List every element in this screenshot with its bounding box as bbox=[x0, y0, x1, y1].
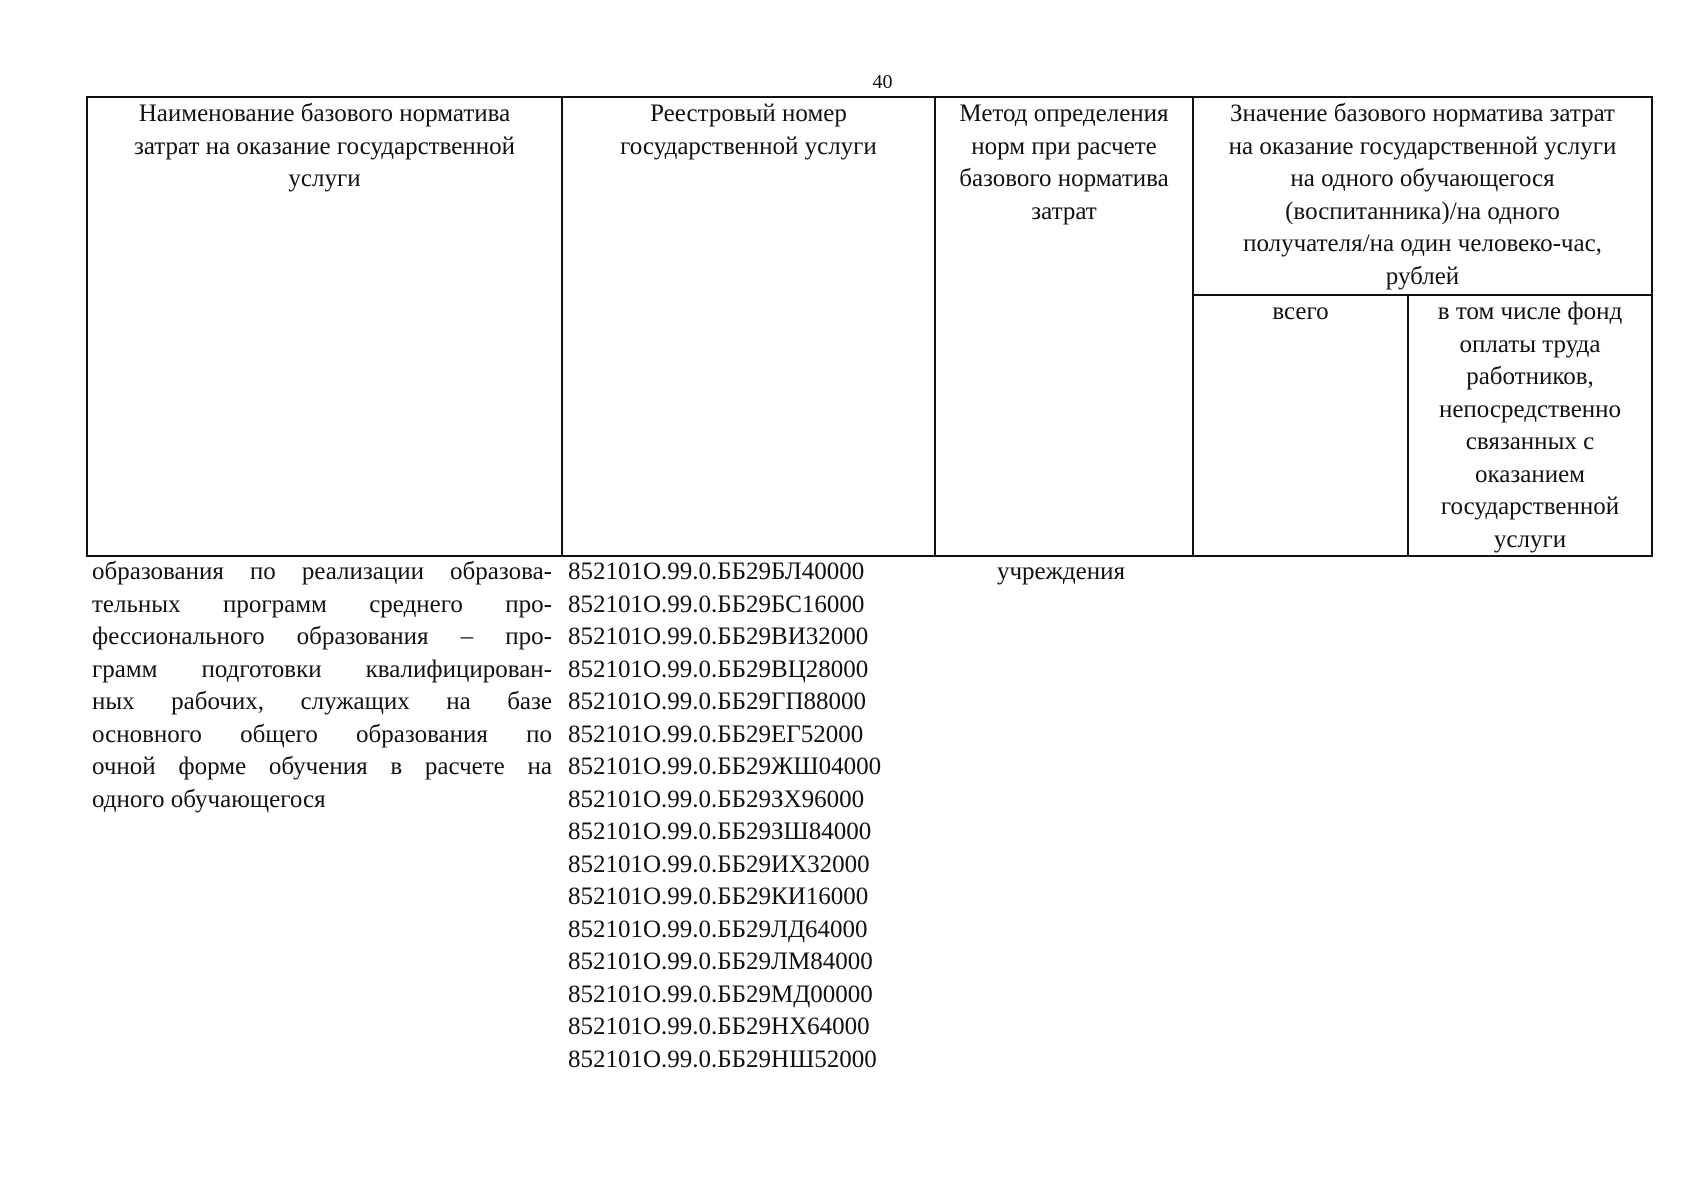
service-name-line: образования по реализации образова- bbox=[92, 558, 552, 585]
registry-number: 852101О.99.0.ББ29НШ52000 bbox=[568, 1045, 877, 1073]
registry-number: 852101О.99.0.ББ29ЗШ84000 bbox=[568, 818, 872, 845]
registry-number: 852101О.99.0.ББ29БЛ40000 bbox=[568, 558, 865, 585]
header-total-label: всего bbox=[1272, 298, 1329, 325]
header-wage-line: оказанием bbox=[1474, 460, 1585, 488]
service-name-line: грамм подготовки квалифицирован- bbox=[92, 655, 552, 683]
header-wage-cell bbox=[1409, 296, 1651, 556]
header-total-cell bbox=[1194, 296, 1407, 329]
header-value-line: рублей bbox=[1385, 262, 1460, 290]
registry-number: 852101О.99.0.ББ29ВЦ28000 bbox=[568, 655, 869, 683]
header-method-line: Метод определения bbox=[959, 100, 1169, 127]
header-value-line: (воспитанника)/на одного bbox=[1285, 197, 1560, 225]
header-value-cell bbox=[1194, 98, 1651, 293]
header-method-line: базового норматива bbox=[959, 165, 1169, 192]
header-value-line: на одного обучающегося bbox=[1290, 165, 1555, 192]
header-wage-line: услуги bbox=[1493, 525, 1567, 553]
registry-number: 852101О.99.0.ББ29ЖШ04000 bbox=[568, 753, 882, 780]
header-name-cell bbox=[88, 98, 561, 196]
method-text: учреждения bbox=[996, 558, 1125, 585]
registry-number-list bbox=[568, 556, 948, 1076]
service-name-line: фессионального образования – про- bbox=[92, 623, 552, 650]
header-wage-line: в том числе фонд bbox=[1437, 298, 1623, 325]
header-name-line: услуги bbox=[288, 165, 361, 192]
header-registry-cell bbox=[563, 98, 934, 163]
registry-number: 852101О.99.0.ББ29КИ16000 bbox=[568, 883, 869, 910]
header-registry-line: Реестровый номер bbox=[650, 100, 847, 127]
service-name-line: ных рабочих, служащих на базе bbox=[92, 688, 552, 715]
header-value-line: получателя/на один человеко-час, bbox=[1243, 230, 1602, 257]
header-wage-line: непосредственно bbox=[1438, 395, 1622, 423]
registry-number: 852101О.99.0.ББ29ЛМ84000 bbox=[568, 948, 873, 975]
registry-number: 852101О.99.0.ББ29ЗХ96000 bbox=[568, 785, 865, 813]
column-divider-1 bbox=[561, 98, 563, 555]
header-method-line: затрат bbox=[1031, 197, 1097, 225]
service-name-line: одного обучающегося bbox=[92, 785, 326, 813]
header-name-line: Наименование базового норматива bbox=[138, 100, 511, 127]
page-number: 40 bbox=[872, 71, 893, 93]
registry-number: 852101О.99.0.ББ29ЕГ52000 bbox=[568, 720, 864, 748]
registry-number: 852101О.99.0.ББ29БС16000 bbox=[568, 590, 865, 618]
registry-number: 852101О.99.0.ББ29ВИ32000 bbox=[568, 623, 869, 650]
registry-number: 852101О.99.0.ББ29НХ64000 bbox=[568, 1013, 870, 1040]
service-name-line: тельных программ среднего про- bbox=[92, 590, 552, 618]
service-name-line: очной форме обучения в расчете на bbox=[92, 753, 552, 780]
header-wage-line: работников, bbox=[1466, 363, 1594, 390]
header-registry-line: государственной услуги bbox=[620, 132, 877, 160]
header-value-line: Значение базового норматива затрат bbox=[1230, 100, 1615, 127]
service-name-text bbox=[92, 556, 552, 816]
header-name-line: затрат на оказание государственной bbox=[133, 132, 516, 160]
registry-number: 852101О.99.0.ББ29МД00000 bbox=[568, 980, 873, 1008]
header-method-line: норм при расчете bbox=[971, 132, 1157, 160]
registry-number: 852101О.99.0.ББ29ГП88000 bbox=[568, 688, 867, 715]
header-table bbox=[86, 96, 1653, 557]
header-wage-line: государственной bbox=[1440, 493, 1620, 520]
service-name-line: основного общего образования по bbox=[92, 720, 552, 748]
registry-number: 852101О.99.0.ББ29ИХ32000 bbox=[568, 850, 870, 878]
header-value-line: на оказание государственной услуги bbox=[1228, 132, 1617, 160]
header-method-cell bbox=[936, 98, 1192, 228]
header-wage-line: связанных с bbox=[1465, 428, 1595, 455]
header-wage-line: оплаты труда bbox=[1459, 330, 1601, 358]
registry-number: 852101О.99.0.ББ29ЛД64000 bbox=[568, 915, 868, 943]
